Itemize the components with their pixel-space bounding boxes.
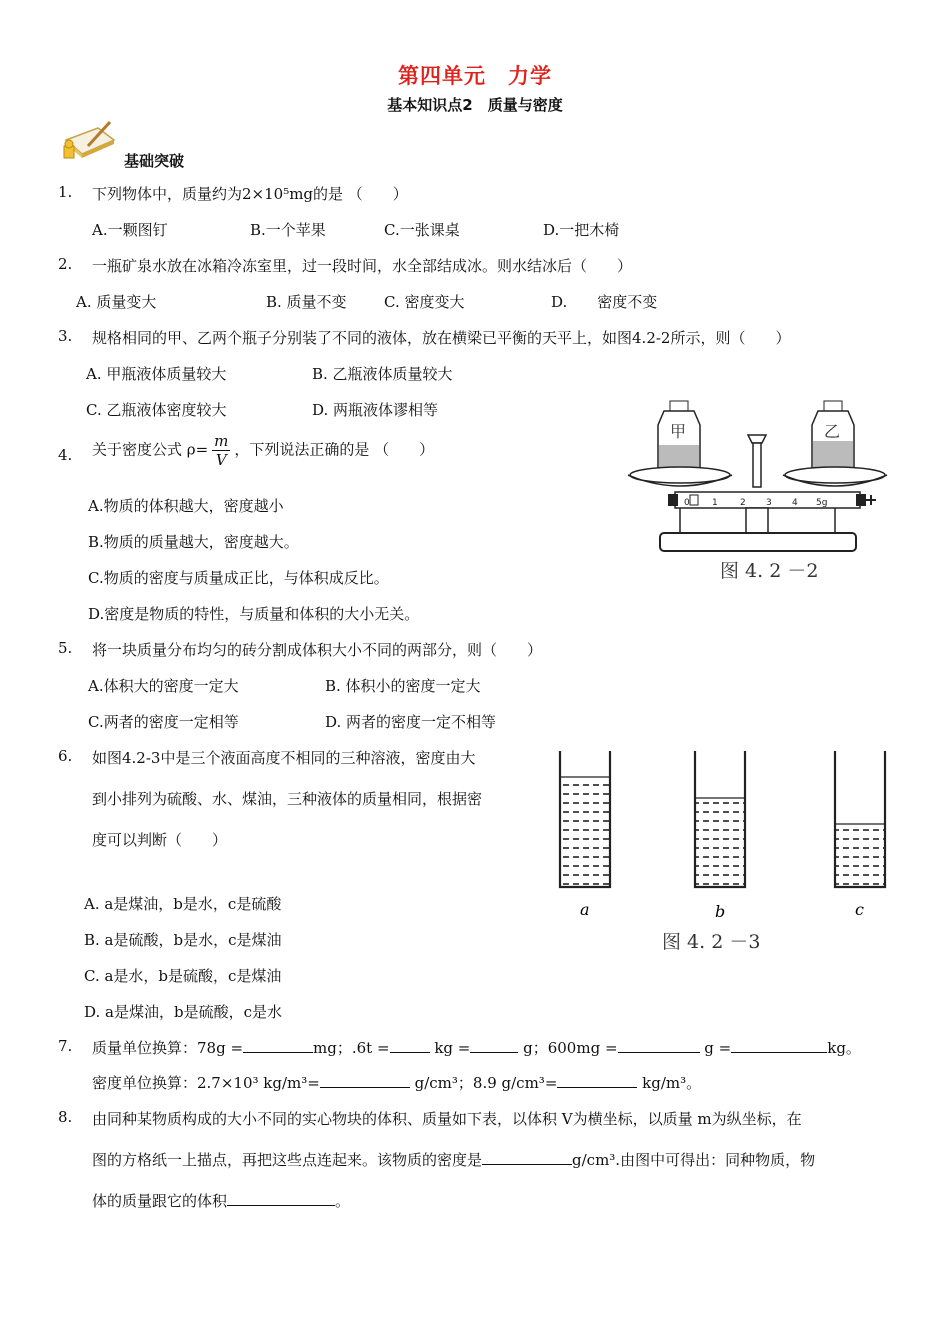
option-c: C. a是水，b是硫酸，c是煤油 — [84, 967, 282, 985]
scale-tick: 1 — [712, 498, 718, 508]
question-text: 规格相同的甲、乙两个瓶子分别装了不同的液体，放在横梁已平衡的天平上，如图4.2-2所示，则（ ） — [92, 329, 791, 347]
formula-prefix: 关于密度公式 ρ= — [92, 440, 209, 459]
question-text: 一瓶矿泉水放在冰箱冷冻室里，过一段时间，水全部结成冰。则水结冰后（ ） — [92, 257, 633, 275]
option-b: B. 质量不变 — [266, 293, 347, 311]
beaker-label: c — [855, 900, 864, 919]
question-line: 到小排列为硫酸、水、煤油，三种液体的质量相同，根据密 — [92, 790, 483, 808]
notebook-pencil-icon — [58, 118, 120, 164]
option-b: B.一个苹果 — [250, 221, 326, 239]
text: 密度单位换算：2.7×10³ kg/m³= — [92, 1074, 320, 1092]
option-a: A. 甲瓶液体质量较大 — [86, 365, 227, 383]
page-title: 第四单元 力学 — [398, 64, 552, 88]
scale-tick: 0 — [684, 498, 690, 508]
option-a: A. 质量变大 — [76, 293, 157, 311]
answer-blank[interactable] — [618, 1038, 700, 1053]
option-d: D.一把木椅 — [543, 221, 620, 239]
question-number: 5. — [58, 639, 73, 657]
balance-figure — [620, 395, 900, 595]
bottle-right — [812, 401, 854, 473]
formula-numerator: m — [214, 432, 229, 450]
question-text: 下列物体中，质量约为2×10⁵mg的是 （ ） — [92, 185, 408, 203]
bottle-left — [658, 401, 700, 473]
text: g = — [699, 1039, 732, 1057]
text: 。 — [335, 1192, 351, 1210]
answer-blank[interactable] — [470, 1038, 518, 1053]
beakers-figure — [552, 745, 892, 960]
question-line — [92, 1072, 701, 1093]
beaker-label: b — [715, 902, 726, 921]
question-number: 2. — [58, 255, 73, 273]
formula-denominator: V — [215, 451, 227, 469]
answer-blank[interactable] — [557, 1073, 637, 1088]
text: mg；.6t = — [313, 1039, 390, 1057]
balance-caption: 图 4. 2 －2 — [720, 560, 819, 582]
answer-blank[interactable] — [390, 1038, 430, 1053]
beakers-caption: 图 4. 2 －3 — [662, 931, 761, 953]
beaker-a — [560, 751, 610, 919]
question-number: 1. — [58, 183, 73, 201]
option-d: D. 两者的密度一定不相等 — [325, 713, 497, 731]
option-b: B. 体积小的密度一定大 — [325, 677, 481, 695]
text: g；600mg = — [518, 1039, 618, 1057]
beaker-c — [835, 751, 885, 919]
option-c: C.物质的密度与质量成正比，与体积成反比。 — [88, 569, 389, 587]
text: 质量单位换算：78g = — [92, 1039, 244, 1057]
question-number: 8. — [58, 1108, 73, 1126]
text: 图的方格纸一上描点，再把这些点连起来。该物质的密度是 — [92, 1151, 483, 1169]
answer-blank[interactable] — [731, 1038, 827, 1053]
text: kg = — [429, 1039, 471, 1057]
option-c: C.一张课桌 — [384, 221, 460, 239]
formula-suffix: ，下列说法正确的是 （ ） — [234, 440, 435, 459]
beaker-b — [695, 751, 745, 921]
option-d: D. 两瓶液体谬相等 — [312, 401, 439, 419]
question-number: 6. — [58, 747, 73, 765]
question-line: 度可以判断（ ） — [92, 831, 228, 849]
question-number: 3. — [58, 327, 73, 345]
text: kg/m³。 — [637, 1074, 702, 1092]
text: g/cm³；8.9 g/cm³= — [409, 1074, 558, 1092]
question-number: 4. — [58, 446, 73, 464]
option-a: A. a是煤油，b是水，c是硫酸 — [84, 895, 282, 913]
density-formula — [212, 432, 230, 469]
option-a: A.物质的体积越大，密度越小 — [88, 497, 284, 515]
option-b: B.物质的质量越大，密度越大。 — [88, 533, 299, 551]
question-text: 将一块质量分布均匀的砖分割成体积大小不同的两部分，则（ ） — [92, 641, 543, 659]
section-label: 基础突破 — [124, 152, 185, 170]
option-d: D. 密度不变 — [551, 293, 658, 311]
option-c: C. 密度变大 — [384, 293, 465, 311]
option-d: D. a是煤油，b是硫酸，c是水 — [84, 1003, 282, 1021]
question-number: 7. — [58, 1037, 73, 1055]
answer-blank[interactable] — [482, 1150, 572, 1165]
option-b: B. a是硫酸，b是水，c是煤油 — [84, 931, 282, 949]
question-line — [92, 1149, 815, 1170]
question-line — [92, 1190, 350, 1211]
option-d: D.密度是物质的特性，与质量和体积的大小无关。 — [88, 605, 420, 623]
text: g/cm³.由图中可得出：同种物质，物 — [572, 1151, 816, 1169]
option-a: A.体积大的密度一定大 — [88, 677, 239, 695]
text: 体的质量跟它的体积 — [92, 1192, 228, 1210]
beaker-label: a — [580, 900, 590, 919]
scale-tick: 5g — [816, 498, 828, 508]
question-line: 如图4.2-3中是三个液面高度不相同的三种溶液，密度由大 — [92, 749, 476, 767]
option-c: C.两者的密度一定相等 — [88, 713, 239, 731]
page-subtitle: 基本知识点2 质量与密度 — [387, 96, 563, 114]
option-c: C. 乙瓶液体密度较大 — [86, 401, 227, 419]
text: kg。 — [827, 1039, 861, 1057]
question-line: 由同种某物质构成的大小不同的实心物块的体积、质量如下表，以体积 V为横坐标，以质量 m为纵坐标，在 — [92, 1110, 802, 1128]
answer-blank[interactable] — [243, 1038, 313, 1053]
right-bottle-label: 乙 — [824, 422, 841, 441]
option-b: B. 乙瓶液体质量较大 — [312, 365, 453, 383]
scale-tick: 3 — [766, 498, 772, 508]
scale-tick: 4 — [792, 498, 798, 508]
question-text — [92, 432, 434, 469]
option-a: A.一颗图钉 — [92, 221, 168, 239]
question-line — [92, 1037, 861, 1058]
answer-blank[interactable] — [320, 1073, 410, 1088]
left-bottle-label: 甲 — [670, 422, 687, 441]
answer-blank[interactable] — [227, 1191, 335, 1206]
scale-tick: 2 — [740, 498, 746, 508]
